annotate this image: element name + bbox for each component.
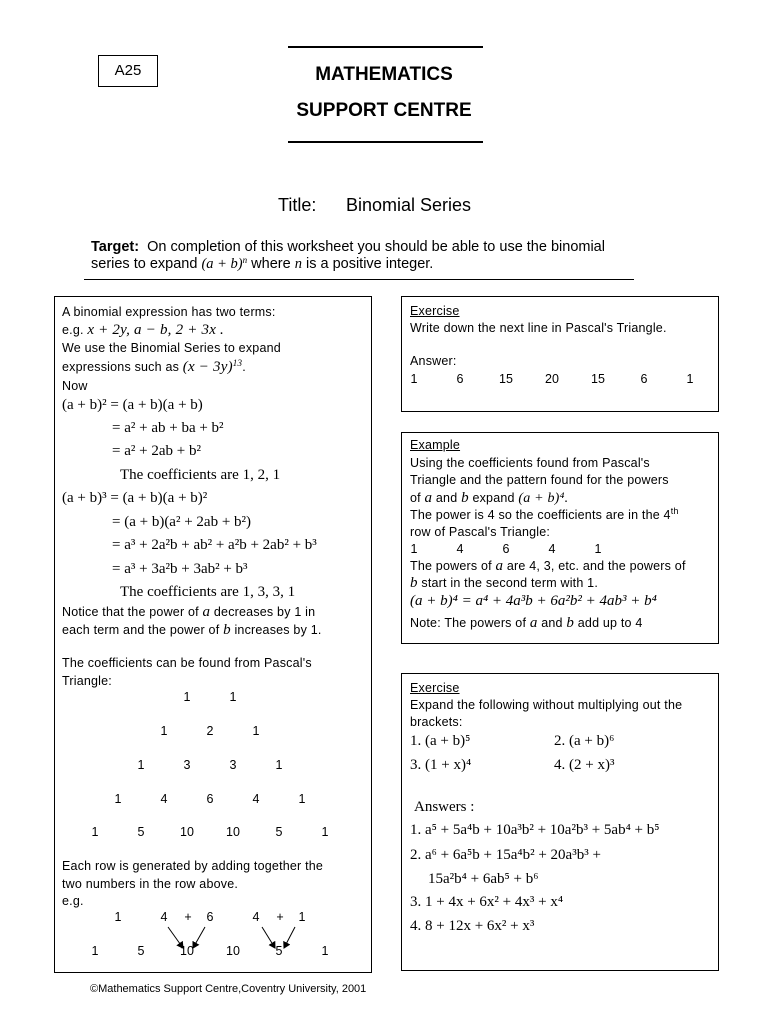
footer-copyright: ©Mathematics Support Centre,Coventry University, 2001 xyxy=(90,983,367,995)
notice-var-b: b xyxy=(223,622,231,638)
target-text-2b: where xyxy=(251,256,291,272)
triangle-r1-c1: 1 xyxy=(183,690,191,704)
header-rule-top xyxy=(288,46,483,48)
example-panel xyxy=(401,432,719,644)
eg-label: e.g. xyxy=(62,323,84,337)
triangle-r2-c1: 1 xyxy=(160,724,168,738)
example-l3b: and xyxy=(435,491,458,505)
triangle-r5-c3: 10 xyxy=(180,825,194,839)
example-l6a: The powers of xyxy=(410,559,492,573)
example-row-1: 1 xyxy=(410,542,418,556)
notice-1a: Notice that the power of xyxy=(62,605,199,619)
notice-var-a: a xyxy=(202,604,211,620)
example-heading: Example xyxy=(410,438,461,452)
ex-bottom-3: 10 xyxy=(180,944,194,958)
target-expr-exp: n xyxy=(242,255,248,265)
intro-line-3-text: expressions such as xyxy=(62,360,180,374)
question-4: 4. (2 + x)³ xyxy=(554,757,615,773)
triangle-r4-c5: 1 xyxy=(298,792,306,806)
example-l7b: start in the second term with 1. xyxy=(421,576,599,590)
intro-expr-base: (x − 3y) xyxy=(182,359,233,375)
square-line-2: = a² + ab + ba + b² xyxy=(112,420,224,436)
example-l6-var: a xyxy=(495,558,504,574)
example-line-7 xyxy=(410,575,598,592)
cube-line-4: = a³ + 3a²b + 3ab² + b³ xyxy=(112,561,248,577)
triangle-r5-c1: 1 xyxy=(91,825,99,839)
target-expr-base: (a + b) xyxy=(201,256,243,272)
answer-3: 15 xyxy=(499,372,513,386)
ex-top-3: 6 xyxy=(206,910,214,924)
generate-line-1: Each row is generated by adding together the xyxy=(62,859,324,873)
sheet-code: A25 xyxy=(98,55,158,87)
exercise-1-answer-label: Answer: xyxy=(410,354,457,368)
triangle-r5-c6: 1 xyxy=(321,825,329,839)
triangle-r3-c4: 1 xyxy=(275,758,283,772)
intro-expr-exp: 13 xyxy=(232,358,243,368)
answer-q1: 1. a⁵ + 5a⁴b + 10a³b² + 10a²b³ + 5ab⁴ + b⁵ xyxy=(410,822,660,838)
intro-line-1: A binomial expression has two terms: xyxy=(62,305,276,319)
example-row-3: 6 xyxy=(502,542,510,556)
now-label: Now xyxy=(62,379,88,393)
example-line-6 xyxy=(410,558,686,575)
example-var-a: a xyxy=(424,490,433,506)
page-title: Binomial Series xyxy=(346,195,472,215)
ex-top-plus-1: + xyxy=(184,910,192,924)
ex-top-4: 4 xyxy=(252,910,260,924)
triangle-r2-c3: 1 xyxy=(252,724,260,738)
cube-line-1: (a + b)³ = (a + b)(a + b)² xyxy=(62,490,208,506)
answer-7: 1 xyxy=(686,372,694,386)
answer-1: 1 xyxy=(410,372,418,386)
target-text-1: On completion of this worksheet you should be able to use the binomial xyxy=(147,239,605,255)
ex-bottom-4: 10 xyxy=(226,944,240,958)
target-expr xyxy=(201,256,247,272)
answer-q4: 4. 8 + 12x + 6x² + x³ xyxy=(410,918,535,934)
answer-q3: 3. 1 + 4x + 6x² + 4x³ + x⁴ xyxy=(410,894,564,910)
target-text-2c: is a positive integer. xyxy=(305,256,434,272)
example-note-c: add up to 4 xyxy=(577,616,643,630)
notice-line-2 xyxy=(62,622,322,639)
header-line-1: MATHEMATICS xyxy=(315,64,453,85)
example-note xyxy=(410,615,643,632)
target-text-2a: series to expand xyxy=(91,256,198,272)
exercise-1-panel xyxy=(401,296,719,412)
ex-bottom-6: 1 xyxy=(321,944,329,958)
left-panel xyxy=(54,296,372,973)
exercise-2-line-1: Expand the following without multiplying out the xyxy=(410,698,683,712)
triangle-r3-c2: 3 xyxy=(183,758,191,772)
triangle-r3-c3: 3 xyxy=(229,758,237,772)
example-l7-var: b xyxy=(410,575,418,591)
example-var-b: b xyxy=(461,490,469,506)
question-1: 1. (a + b)⁵ xyxy=(410,733,471,749)
triangle-r4-c2: 4 xyxy=(160,792,168,806)
exercise-1-heading: Exercise xyxy=(410,304,460,318)
target-block xyxy=(91,239,691,273)
triangle-r3-c1: 1 xyxy=(137,758,145,772)
answer-6: 6 xyxy=(640,372,648,386)
example-row-2: 4 xyxy=(456,542,464,556)
exercise-2-panel xyxy=(401,673,719,971)
coefficients-3: The coefficients are 1, 3, 3, 1 xyxy=(120,584,296,600)
title-label: Title: xyxy=(278,195,317,215)
header-rule-bottom xyxy=(288,141,483,143)
example-row-4: 4 xyxy=(548,542,556,556)
example-l6b: are 4, 3, etc. and the powers of xyxy=(506,559,686,573)
ex-top-5: 1 xyxy=(298,910,306,924)
example-line-2: Triangle and the pattern found for the powers xyxy=(410,473,669,487)
example-l4: The power is 4 so the coefficients are in the 4 xyxy=(410,508,671,522)
example-note-a: Note: The powers of xyxy=(410,616,527,630)
cube-line-3: = a³ + 2a²b + ab² + a²b + 2ab² + b³ xyxy=(112,537,317,553)
square-line-1: (a + b)² = (a + b)(a + b) xyxy=(62,397,203,413)
triangle-r5-c2: 5 xyxy=(137,825,145,839)
exercise-2-heading: Exercise xyxy=(410,681,460,695)
generate-line-2: two numbers in the row above. xyxy=(62,877,239,891)
answer-q2-cont: 15a²b⁴ + 6ab⁵ + b⁶ xyxy=(428,871,539,887)
question-2: 2. (a + b)⁶ xyxy=(554,733,615,749)
header-line-2: SUPPORT CENTRE xyxy=(296,100,472,121)
example-l3a: of xyxy=(410,491,421,505)
intro-eg xyxy=(62,322,224,339)
example-line-4 xyxy=(410,508,679,522)
pascal-line-2: Triangle: xyxy=(62,674,112,688)
example-l4-sup: th xyxy=(670,506,679,516)
example-l3c: expand xyxy=(472,491,515,505)
target-rule xyxy=(84,279,634,280)
intro-expr xyxy=(183,359,242,375)
target-label: Target: xyxy=(91,239,140,255)
notice-2a: each term and the power of xyxy=(62,623,220,637)
answers-label: Answers : xyxy=(414,799,475,815)
notice-line-1 xyxy=(62,604,315,621)
exercise-2-line-2: brackets: xyxy=(410,715,463,729)
example-line-5: row of Pascal's Triangle: xyxy=(410,525,551,539)
triangle-r4-c1: 1 xyxy=(114,792,122,806)
example-note-var-b: b xyxy=(566,615,575,631)
triangle-r5-c4: 10 xyxy=(226,825,240,839)
example-note-var-a: a xyxy=(529,615,538,631)
pascal-line-1: The coefficients can be found from Pascal's xyxy=(62,656,312,670)
notice-2b: increases by 1. xyxy=(234,623,322,637)
example-note-b: and xyxy=(541,616,563,630)
triangle-r4-c3: 6 xyxy=(206,792,214,806)
generate-eg: e.g. xyxy=(62,894,84,908)
intro-line-2: We use the Binomial Series to expand xyxy=(62,341,281,355)
answer-5: 15 xyxy=(591,372,605,386)
intro-line-3-end: . xyxy=(242,360,246,374)
ex-bottom-5: 5 xyxy=(275,944,283,958)
exercise-1-text: Write down the next line in Pascal's Triangle. xyxy=(410,321,667,335)
answer-2: 6 xyxy=(456,372,464,386)
example-expr: (a + b)⁴. xyxy=(518,491,569,506)
triangle-r4-c4: 4 xyxy=(252,792,260,806)
intro-line-3 xyxy=(62,359,246,376)
notice-1b: decreases by 1 in xyxy=(213,605,316,619)
ex-top-plus-2: + xyxy=(276,910,284,924)
example-line-3 xyxy=(410,490,568,507)
question-3: 3. (1 + x)⁴ xyxy=(410,757,472,773)
ex-top-2: 4 xyxy=(160,910,168,924)
coefficients-2: The coefficients are 1, 2, 1 xyxy=(120,467,281,483)
ex-top-1: 1 xyxy=(114,910,122,924)
example-row-5: 1 xyxy=(594,542,602,556)
ex-bottom-1: 1 xyxy=(91,944,99,958)
square-line-3: = a² + 2ab + b² xyxy=(112,443,201,459)
eg-expr: x + 2y, a − b, 2 + 3x . xyxy=(87,322,224,338)
example-expansion: (a + b)⁴ = a⁴ + 4a³b + 6a²b² + 4ab³ + b⁴ xyxy=(410,593,657,609)
answer-q2: 2. a⁶ + 6a⁵b + 15a⁴b² + 20a³b³ + xyxy=(410,847,601,863)
triangle-r1-c2: 1 xyxy=(229,690,237,704)
target-var: n xyxy=(294,256,302,272)
answer-4: 20 xyxy=(545,372,559,386)
ex-bottom-2: 5 xyxy=(137,944,145,958)
triangle-r2-c2: 2 xyxy=(206,724,214,738)
cube-line-2: = (a + b)(a² + 2ab + b²) xyxy=(112,514,252,530)
example-line-1: Using the coefficients found from Pascal's xyxy=(410,456,650,470)
triangle-r5-c5: 5 xyxy=(275,825,283,839)
